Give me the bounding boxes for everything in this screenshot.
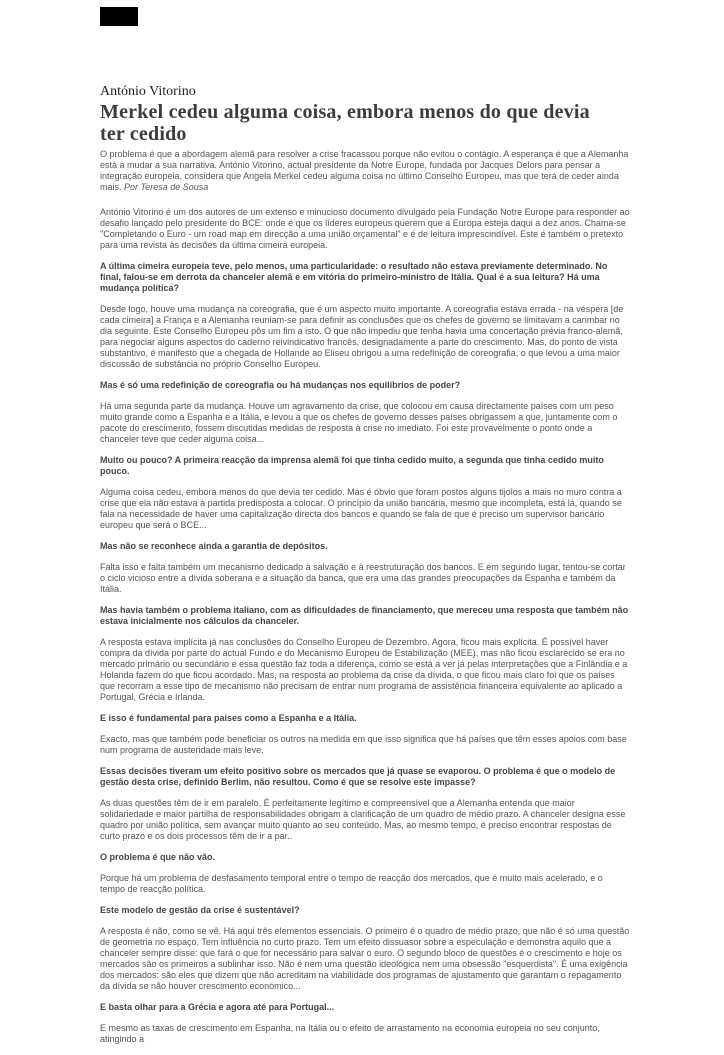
interview-paragraph: Alguma coisa cedeu, embora menos do que devia ter cedido. Mas é óbvio que foram postos alguns tijolos a mais no muro contra a crise que ela não estava à partida predisposta a colocar. O princípio da união bancária, mesmo que incompleta, está lá, quando se fala na necessidade de haver uma capitalização directa dos bancos e quando se fala de que é preciso um supervisor bancário europeu que será o BCE... bbox=[100, 487, 622, 530]
masthead-logo-placeholder bbox=[100, 7, 138, 26]
article-lead bbox=[100, 149, 630, 193]
article-title bbox=[100, 101, 630, 145]
interview-paragraph: Há uma segunda parte da mudança. Houve um agravamento da crise, que colocou em causa directamente países com um peso muito grande como a Espanha e a Itália, e levou a que os chefes de governo desses países obrigassem a que, juntamente com o pacote do crescimento, fossem discutidas medidas de resposta à crise no imediato. Foi este provavelmente o ponto onde a chanceler teve que ceder alguma coisa... bbox=[100, 401, 618, 444]
interview-question: Mas havia também o problema italiano, com as dificuldades de financiamento, que mereceu uma resposta que também não estava inicialmente nos cálculos da chanceler. bbox=[100, 605, 629, 626]
interview-question: Muito ou pouco? A primeira reacção da imprensa alemã foi que tinha cedido muito, a segunda que tinha cedido muito pouco. bbox=[100, 455, 604, 476]
interview-paragraph: E mesmo as taxas de crescimento em Espanha, na Itália ou o efeito de arrastamento na economia europeia no seu conjunto, atingindo a bbox=[100, 1023, 600, 1044]
interview-paragraph: A resposta estava implícita já nas conclusões do Conselho Europeu de Dezembro. Agora, ficou mais explícita. É possível haver compra da dívida por parte do actual Fundo e do Mecanismo Europeu de Estabilização (MEE), mas não ficou esclarecido se era no mercado primário ou secundário e essa questão faz toda a diferença, como se está a ver já pelas interpretações que a Finlândia e a Holanda fazem do que ficou acordado. Mas, na resposta ao problema da crise da dívida, o que ficou mais claro foi que os países que recorram a esse tipo de mecanismo não precisam de entrar num programa de assistência financeira equivalente ao aplicado a Portugal, Grécia e Irlanda. bbox=[100, 637, 628, 702]
interview-paragraph: Falta isso e falta também um mecanismo dedicado à salvação e à reestruturação dos bancos. E em segundo lugar, tentou-se cortar o ciclo vicioso entre a dívida soberana e a situação da banca, que era uma das grandes preocupações da Espanha e também da Itália. bbox=[100, 562, 626, 594]
interview-question: Este modelo de gestão da crise é sustentável? bbox=[100, 905, 300, 915]
interview-paragraph: António Vitorino é um dos autores de um extenso e minucioso documento divulgado pela Fundação Notre Europe para responder ao desafio lançado pelo presidente do BCE: onde é que os líderes europeus querem que a Europa esteja daqui a dez anos. Chama-se "Completando o Euro - um road map em direcção a uma união orçamental" e é de leitura imprescindível. Este é também o pretexto para uma revista às decisões da última cimeira europeia. bbox=[100, 207, 630, 250]
article-byline: Por Teresa de Sousa bbox=[124, 182, 209, 192]
interview-question: A última cimeira europeia teve, pelo menos, uma particularidade: o resultado não estava previamente determinado. No final, falou-se em derrota da chanceler alemã e em vitória do primeiro-ministro de Itália. Qual é a sua leitura? Há uma mudança política? bbox=[100, 261, 608, 293]
interview-question: Mas é só uma redefinição de coreografia ou há mudanças nos equilíbrios de poder? bbox=[100, 380, 461, 390]
title-line: ter cedido bbox=[100, 123, 187, 145]
interview-paragraph: As duas questões têm de ir em paralelo. É perfeitamente legítimo e compreensível que a Alemanha entenda que maior solidariedade e maior partilha de responsabilidades obrigam à clarificação de um quadro de médio prazo. A chanceler designa esse quadro por união política, sem avançar muito quanto ao seu conteúdo. Mas, ao mesmo tempo, é preciso encontrar respostas de curto prazo e os dois processos têm de ir a par.. bbox=[100, 798, 626, 841]
article-author: António Vitorino bbox=[100, 84, 196, 99]
lead-text: O problema é que a abordagem alemã para resolver a crise fracassou porque não evitou o contágio. A esperança é que a Alemanha está a mudar a sua narrativa. António Vitorino, actual presidente da Notre Europe, fundada por Jacques Delors para pensar a integração europeia, considera que Angela Merkel cedeu alguma coisa no último Conselho Europeu, mas que terá de ceder ainda mais. bbox=[100, 149, 629, 192]
article-content bbox=[100, 84, 630, 1055]
interview-paragraph: Desde logo, houve uma mudança na coreografia, que é um aspecto muito importante. A coreografia estava errada - na véspera [de cada cimeira] a França e a Alemanha reuniam-se para definir as conclusões que os chefes de governo se limitavam a carimbar no dia seguinte. Este Conselho Europeu pôs um fim a isto. O que não impediu que tenha havia uma concertação prévia franco-alemã, para negociar alguns aspectos do caderno reivindicativo francês, designadamente a parte do crescimento. Mas, do ponto de vista substantivo, é manifesto que a chegada de Hollande ao Eliseu obrigou a uma redefinição de coreografia, o que levou a uma maior discussão de substância no próprio Conselho Europeu. bbox=[100, 304, 624, 369]
interview-question: O problema é que não vão. bbox=[100, 852, 216, 862]
interview-blocks bbox=[100, 207, 630, 1045]
interview-question: E isso é fundamental para países como a Espanha e a Itália. bbox=[100, 713, 357, 723]
interview-question: Essas decisões tiveram um efeito positivo sobre os mercados que já quase se evaporou. O problema é que o modelo de gestão desta crise, definido Berlim, não resultou. Como é que se resolve este impasse? bbox=[100, 766, 616, 787]
interview-paragraph: A resposta é não, como se vê. Há aqui três elementos essenciais. O primeiro é o quadro de médio prazo, que não é só uma questão de geometria no espaço. Tem influência no curto prazo. Tem um efeito dissuasor sobre a especulação e demonstra aquilo que a chanceler sempre disse: que fará o que for necessário para salvar o euro. O segundo bloco de questões é o crescimento e hoje os mercados são os primeiros a sublinhar isso. Não é nem uma questão ideológica nem uma obsessão "esquerdista". É uma exigência dos mercados: são eles que dizem que não acreditam na viabilidade dos programas de ajustamento que garantam o repagamento da dívida se não houver crescimento económico... bbox=[100, 926, 630, 991]
interview-paragraph: Porque há um problema de desfasamento temporal entre o tempo de reacção dos mercados, que é muito mais acelerado, e o tempo de reacção política. bbox=[100, 873, 603, 894]
interview-question: Mas não se reconhece ainda a garantia de depósitos. bbox=[100, 541, 328, 551]
interview-paragraph: Exacto, mas que também pode beneficiar os outros na medida em que isso significa que há países que têm esses apoios com base num programa de austeridade mais leve. bbox=[100, 734, 627, 755]
interview-question: E basta olhar para a Grécia e agora até para Portugal... bbox=[100, 1002, 335, 1012]
title-line: Merkel cedeu alguma coisa, embora menos do que devia bbox=[100, 101, 590, 123]
